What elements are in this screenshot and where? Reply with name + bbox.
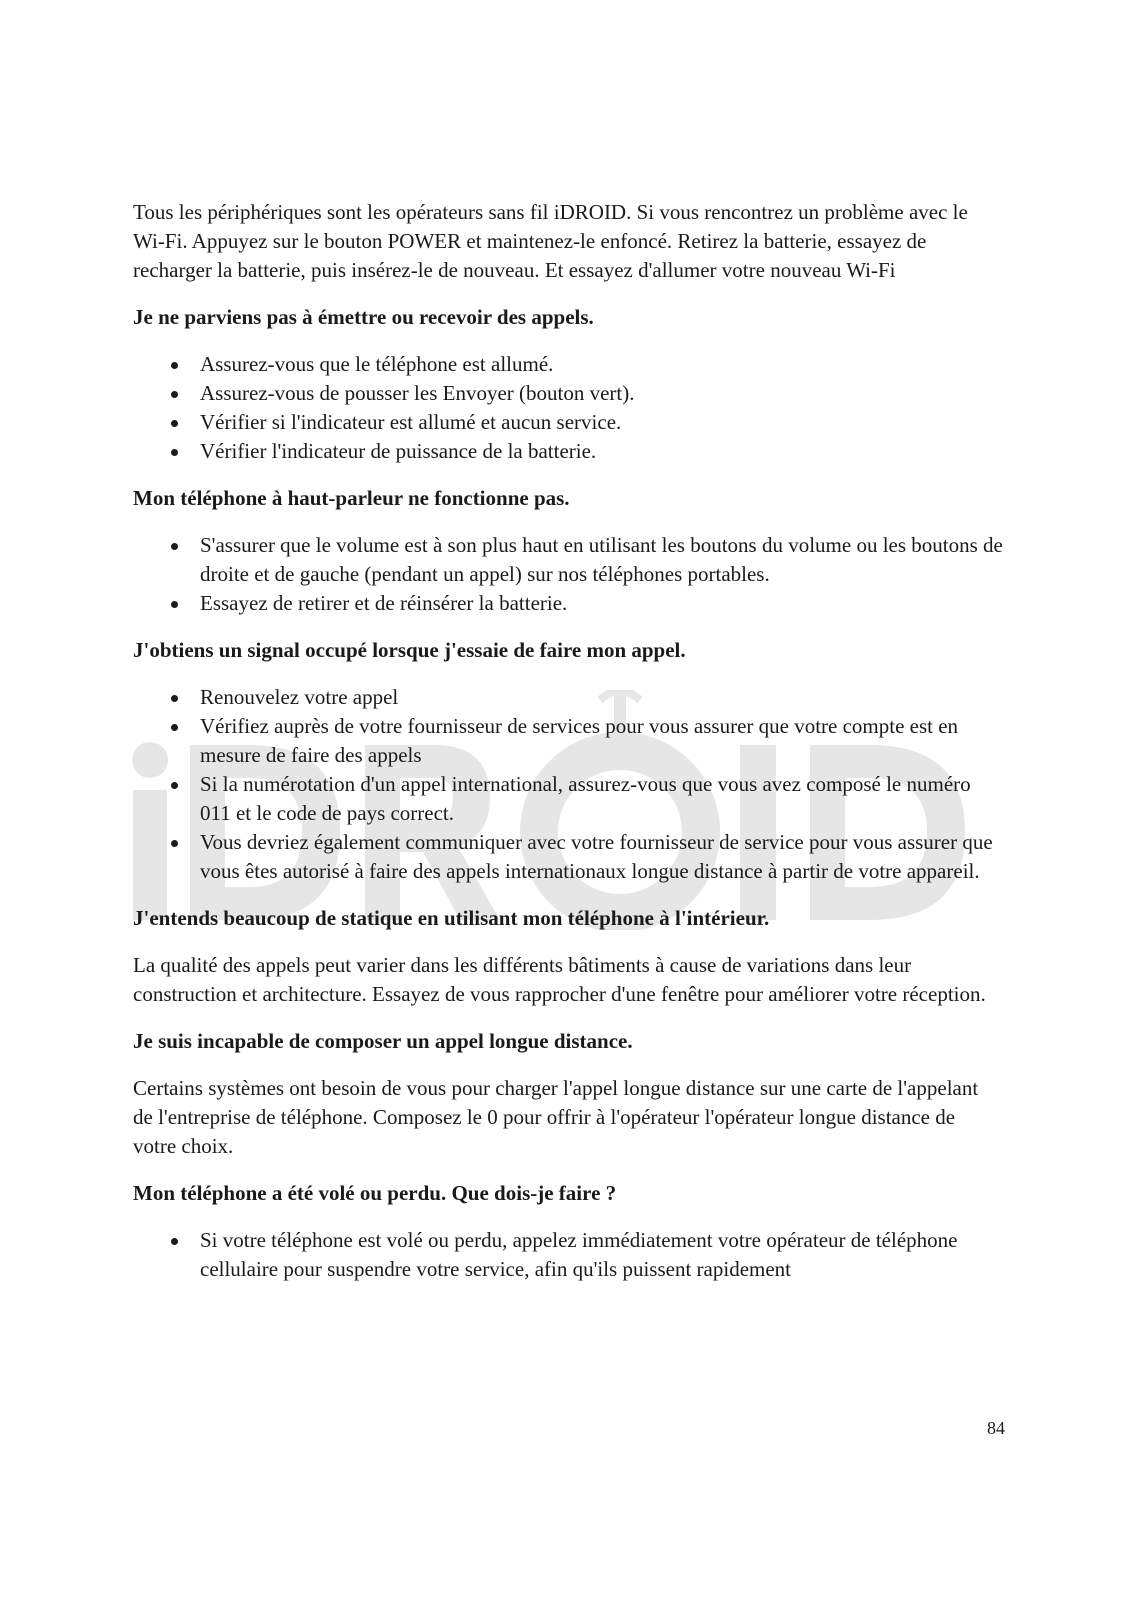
list-item: Si la numérotation d'un appel international, assurez-vous que vous avez composé le numéro 011 et le code de pays correct. [133, 770, 1003, 828]
bullet-list-speaker [133, 531, 1003, 618]
list-item: S'assurer que le volume est à son plus haut en utilisant les boutons du volume ou les boutons de droite et de gauche (pendant un appel) sur nos téléphones portables. [133, 531, 1003, 589]
list-item: Vérifiez auprès de votre fournisseur de services pour vous assurer que votre compte est en mesure de faire des appels [133, 712, 1003, 770]
list-item: Vérifier l'indicateur de puissance de la batterie. [133, 437, 1003, 466]
bullet-list-calls [133, 350, 1003, 466]
intro-paragraph: Tous les périphériques sont les opérateurs sans fil iDROID. Si vous rencontrez un problème avec le Wi-Fi. Appuyez sur le bouton POWER et maintenez-le enfoncé. Retirez la batterie, essayez de recharger la batterie, puis insérez-le de nouveau. Et essayez d'allumer votre nouveau Wi-Fi [133, 200, 968, 282]
list-item: Assurez-vous de pousser les Envoyer (bouton vert). [133, 379, 1003, 408]
document-body [133, 198, 1003, 1302]
list-item: Renouvelez votre appel [133, 683, 1003, 712]
list-item: Vérifier si l'indicateur est allumé et aucun service. [133, 408, 1003, 437]
bullet-list-stolen-phone [133, 1226, 1003, 1284]
bullet-list-busy-signal [133, 683, 1003, 886]
section-heading-stolen-phone: Mon téléphone a été volé ou perdu. Que dois-je faire ? [133, 1181, 617, 1205]
list-item: Assurez-vous que le téléphone est allumé. [133, 350, 1003, 379]
section-heading-speaker: Mon téléphone à haut-parleur ne fonctionne pas. [133, 486, 570, 510]
list-item: Essayez de retirer et de réinsérer la batterie. [133, 589, 1003, 618]
section-heading-static: J'entends beaucoup de statique en utilisant mon téléphone à l'intérieur. [133, 906, 770, 930]
page-number: 84 [987, 1418, 1005, 1438]
section-paragraph-static: La qualité des appels peut varier dans les différents bâtiments à cause de variations dans leur construction et architecture. Essayez de vous rapprocher d'une fenêtre pour améliorer votre réception. [133, 953, 986, 1006]
section-heading-long-distance: Je suis incapable de composer un appel longue distance. [133, 1029, 633, 1053]
section-heading-calls: Je ne parviens pas à émettre ou recevoir des appels. [133, 305, 594, 329]
list-item: Si votre téléphone est volé ou perdu, appelez immédiatement votre opérateur de téléphone cellulaire pour suspendre votre service, afin qu'ils puissent rapidement [133, 1226, 1003, 1284]
list-item: Vous devriez également communiquer avec votre fournisseur de service pour vous assurer que vous êtes autorisé à faire des appels internationaux longue distance à partir de votre appareil. [133, 828, 1003, 886]
section-paragraph-long-distance: Certains systèmes ont besoin de vous pour charger l'appel longue distance sur une carte de l'appelant de l'entreprise de téléphone. Composez le 0 pour offrir à l'opérateur l'opérateur longue distance de votre choix. [133, 1076, 979, 1158]
section-heading-busy-signal: J'obtiens un signal occupé lorsque j'essaie de faire mon appel. [133, 638, 686, 662]
